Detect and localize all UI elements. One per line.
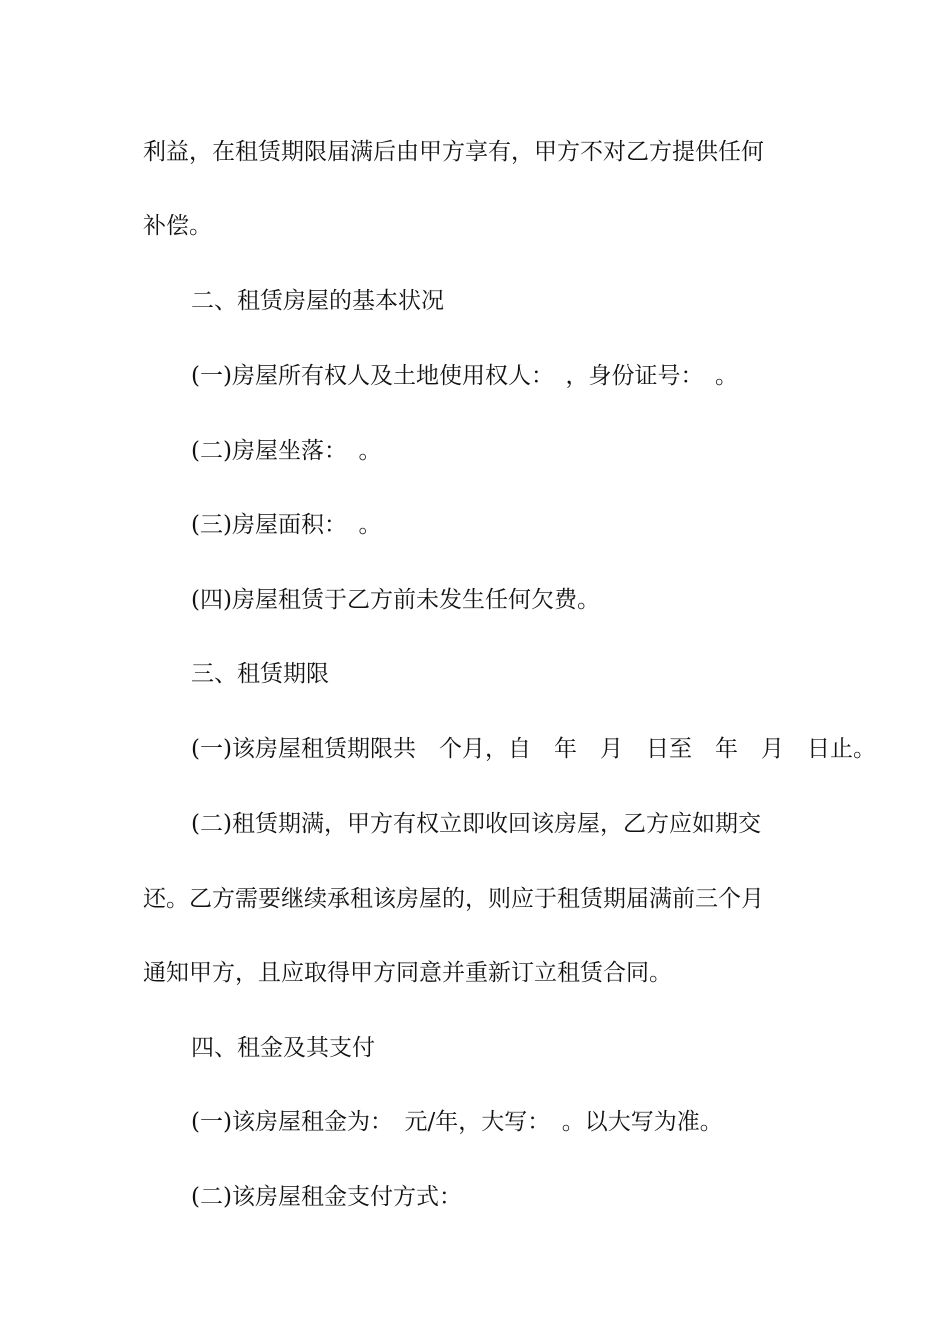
- clause-line: (一)该房屋租赁期限共 个月，自 年 月 日至 年 月 日止。: [191, 736, 876, 762]
- section-heading: 四、租金及其支付: [191, 1035, 375, 1061]
- clause-line: (一)该房屋租金为： 元/年，大写： 。以大写为准。: [191, 1109, 723, 1135]
- paragraph-line: 利益，在租赁期限届满后由甲方享有，甲方不对乙方提供任何: [143, 139, 764, 165]
- clause-line: (三)房屋面积： 。: [191, 512, 382, 538]
- section-heading: 二、租赁房屋的基本状况: [191, 288, 444, 314]
- paragraph-line: 通知甲方，且应取得甲方同意并重新订立租赁合同。: [143, 960, 672, 986]
- clause-line: (一)房屋所有权人及土地使用权人： ，身份证号： 。: [191, 363, 738, 389]
- section-heading: 三、租赁期限: [191, 661, 329, 687]
- clause-line: (二)租赁期满，甲方有权立即收回该房屋，乙方应如期交: [191, 811, 761, 837]
- paragraph-line: 补偿。: [143, 213, 212, 239]
- clause-line: (二)房屋坐落： 。: [191, 438, 382, 464]
- clause-line: (四)房屋租赁于乙方前未发生任何欠费。: [191, 587, 600, 613]
- paragraph-line: 还。乙方需要继续承租该房屋的，则应于租赁期届满前三个月: [143, 886, 764, 912]
- clause-line: (二)该房屋租金支付方式：: [191, 1184, 462, 1210]
